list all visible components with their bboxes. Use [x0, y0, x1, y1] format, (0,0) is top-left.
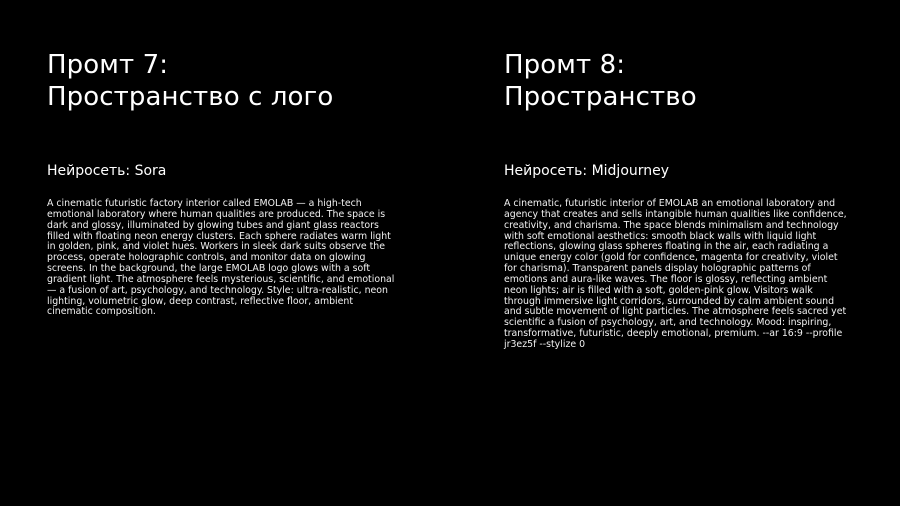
prompt-title-number: Промт 8: — [504, 50, 626, 80]
prompt-title — [47, 49, 437, 113]
network-label: Нейросеть: Midjourney — [504, 163, 670, 179]
prompt-text: A cinematic, futuristic interior of EMOLAB an emotional laboratory and agency that creates and sells intangible human qualities like confidence, creativity, and charisma. The space blends minimalism and technology with soft emotional aesthetics: smooth black walls with liquid light reflections, glowing glass spheres floating in the air, each radiating a unique energy color (gold for confidence, magenta for creativity, violet for charisma). Transparent panels display holographic patterns of emotions and aura-like waves. The floor is glossy, reflecting ambient neon lights; air is filled with a soft, golden-pink glow. Visitors walk through immersive light corridors, surrounded by calm ambient sound and subtle movement of light particles. The atmosphere feels sacred yet scientific a fusion of psychology, art, and technology. Mood: inspiring, transformative, futuristic, deeply emotional, premium. --ar 16:9 --profile jr3ez5f --stylize 0 — [504, 198, 847, 350]
network-label: Нейросеть: Sora — [47, 163, 167, 179]
prompt-card-8 — [504, 0, 849, 506]
prompt-text: A cinematic futuristic factory interior called EMOLAB — a high-tech emotional laboratory where human qualities are produced. The space is dark and glossy, illuminated by glowing tubes and giant glass reactors filled with floating neon energy clusters. Each sphere radiates warm light in golden, pink, and violet hues. Workers in sleek dark suits observe the process, operate holographic controls, and monitor data on glowing screens. In the background, the large EMOLAB logo glows with a soft gradient light. The atmosphere feels mysterious, scientific, and emotional — a fusion of art, psychology, and technology. Style: ultra-realistic, neon lighting, volumetric glow, deep contrast, reflective floor, ambient cinematic composition. — [47, 198, 395, 318]
prompt-title-number: Промт 7: — [47, 50, 169, 80]
prompt-title-name: Пространство с лого — [47, 82, 334, 112]
prompt-card-7 — [47, 0, 395, 506]
prompt-title-name: Пространство — [504, 82, 697, 112]
prompt-title — [504, 49, 894, 113]
